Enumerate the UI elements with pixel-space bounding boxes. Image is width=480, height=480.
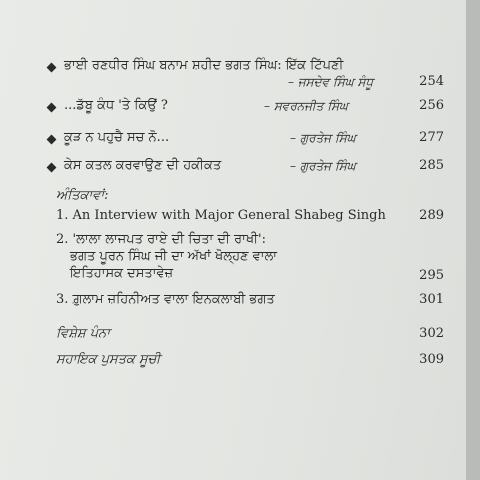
entry-author: – ਗੁਰਤੇਜ ਸਿੰਘ <box>290 131 356 145</box>
entry-title: ਭਾਈ ਰਣਧੀਰ ਸਿੰਘ ਬਨਾਮ ਸ਼ਹੀਦ ਭਗਤ ਸਿੰਘ: ਇੱਕ ਟਿੱਪਣੀ <box>64 58 344 73</box>
appendix-item-line: 1. An Interview with Major General Shabeg Singh <box>56 208 386 223</box>
entry-title: ...ਡੱਬੂ ਕੰਧ 'ਤੇ ਕਿਉਂ ? <box>64 98 168 113</box>
appendix-page: 289 <box>419 208 444 223</box>
special-section-page: 309 <box>419 352 444 367</box>
bullet-icon <box>47 135 57 145</box>
appendix-page: 295 <box>419 268 444 283</box>
entry-page: 277 <box>419 130 444 145</box>
entry-author: – ਸਵਰਨਜੀਤ ਸਿੰਘ <box>264 99 348 113</box>
entry-page: 285 <box>419 158 444 173</box>
entry-page: 254 <box>419 74 444 89</box>
special-section-page: 302 <box>419 326 444 341</box>
appendix-heading: ਅੰਤਿਕਾਵਾਂ: <box>56 188 109 203</box>
entry-title: ਕੇਸ ਕਤਲ ਕਰਵਾਉਣ ਦੀ ਹਕੀਕਤ <box>64 158 222 173</box>
appendix-item-line: 2. 'ਲਾਲਾ ਲਾਜਪਤ ਰਾਏ ਦੀ ਚਿਤਾ ਦੀ ਰਾਖੀ': <box>56 232 266 247</box>
entry-page: 256 <box>419 98 444 113</box>
entry-author: – ਗੁਰਤੇਜ ਸਿੰਘ <box>290 159 356 173</box>
bullet-icon <box>47 103 57 113</box>
special-section-title: ਸਹਾਇਕ ਪੁਸਤਕ ਸੂਚੀ <box>56 352 161 367</box>
entry-title: ਕੂੜ ਨ ਪਹੁਚੈ ਸਚ ਨੋ... <box>64 130 170 145</box>
appendix-page: 301 <box>419 292 444 307</box>
appendix-item-line: ਭਗਤ ਪੂਰਨ ਸਿੰਘ ਜੀ ਦਾ ਅੱਖਾਂ ਖੋਲ੍ਹਣ ਵਾਲਾ <box>70 249 278 264</box>
appendix-item-line: ਇਤਿਹਾਸਕ ਦਸਤਾਵੇਜ਼ <box>70 266 174 281</box>
special-section-title: ਵਿਸ਼ੇਸ਼ ਪੰਨਾ <box>56 326 111 341</box>
entry-author: – ਜਸਦੇਵ ਸਿੰਘ ਸੰਧੂ <box>288 75 374 89</box>
appendix-item-line: 3. ਗ਼ੁਲਾਮ ਜ਼ਹਿਨੀਅਤ ਵਾਲਾ ਇਨਕਲਾਬੀ ਭਗਤ <box>56 292 275 307</box>
bullet-icon <box>47 163 57 173</box>
bullet-icon <box>47 63 57 73</box>
page-edge <box>466 0 480 480</box>
